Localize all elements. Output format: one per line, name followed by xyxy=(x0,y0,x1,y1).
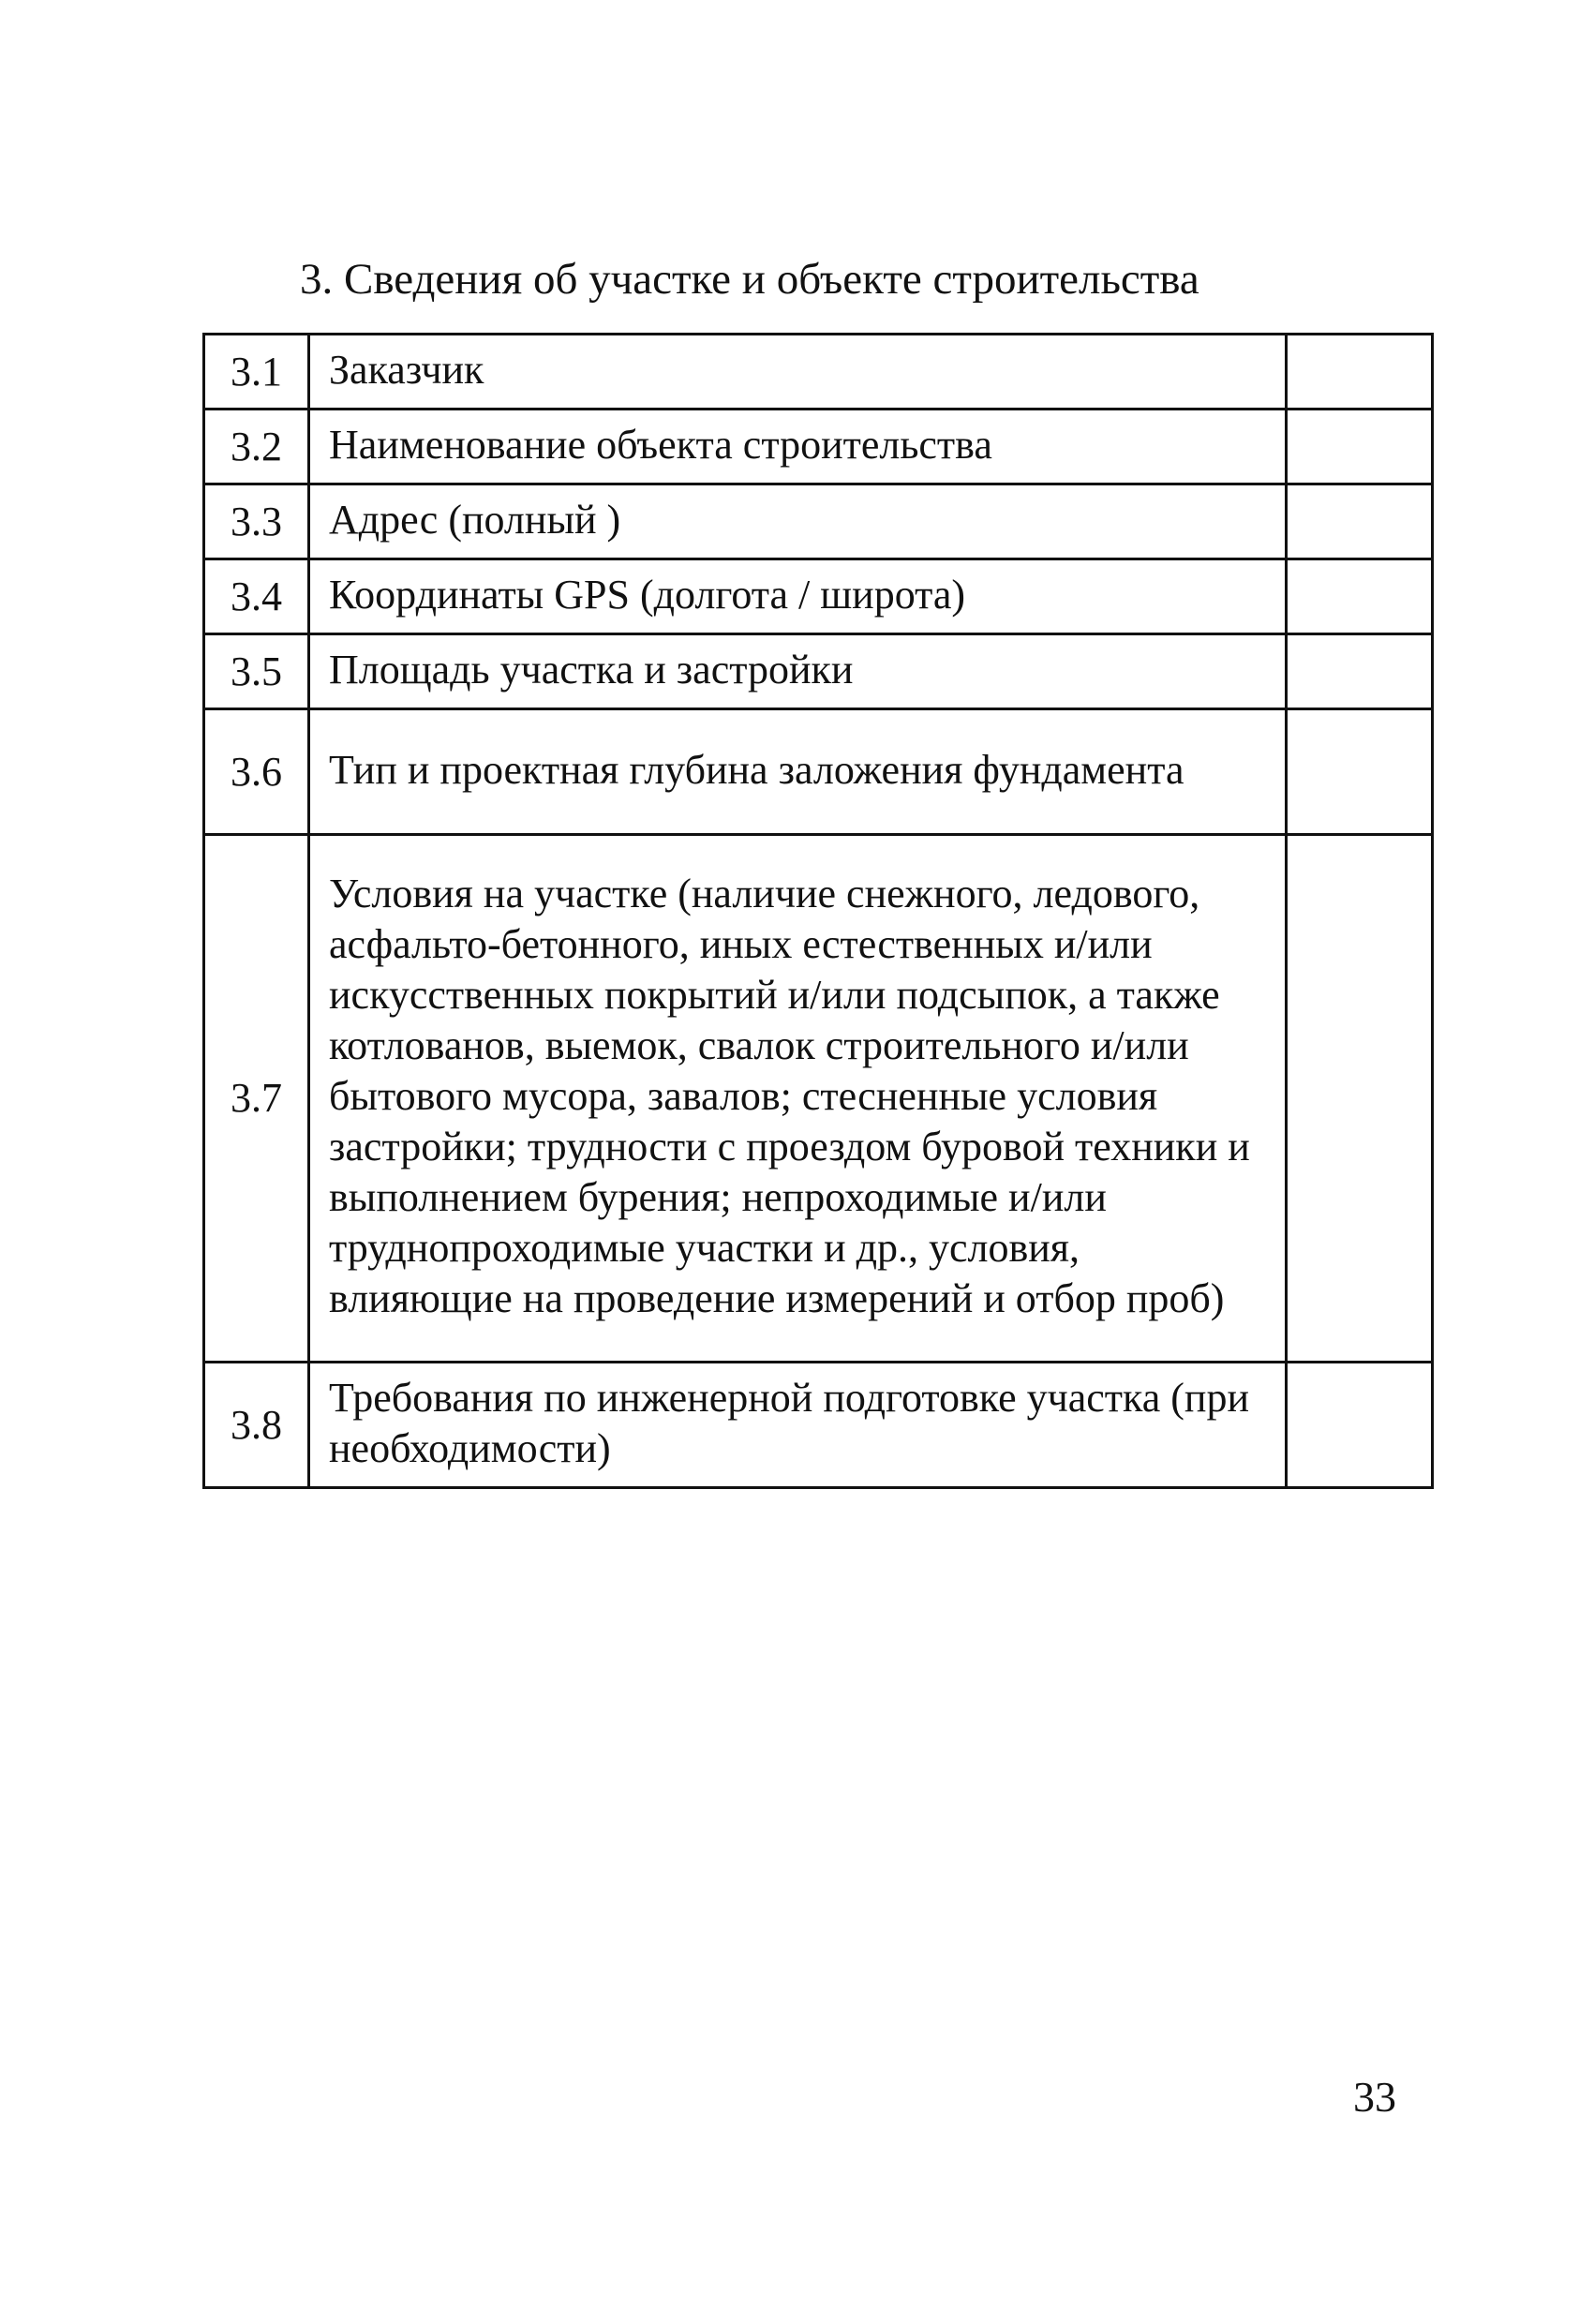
row-label: Требования по инженерной подготовке участка (при необходимости) xyxy=(309,1363,1287,1488)
row-value-cell xyxy=(1287,484,1433,559)
row-label: Площадь участка и застройки xyxy=(309,634,1287,709)
row-label: Условия на участке (наличие снежного, ледового, асфальто-бетонного, иных естественных и/или искусственных покрытий и/или подсыпок, а также котлованов, выемок, свалок строительного и/или бытового мусора, завалов; стесненные условия застройки; трудности с проездом буровой техники и выполнением бурения; непроходимые и/или труднопроходимые участки и др., условия, влияющие на проведение измерений и отбор проб) xyxy=(309,835,1287,1363)
table-row xyxy=(204,634,1433,709)
row-label: Наименование объекта строительства xyxy=(309,410,1287,484)
section-title: 3. Сведения об участке и объекте строительства xyxy=(300,255,1199,304)
row-number: 3.1 xyxy=(204,335,309,410)
row-value-cell xyxy=(1287,709,1433,835)
row-number: 3.2 xyxy=(204,410,309,484)
row-label: Координаты GPS (долгота / широта) xyxy=(309,559,1287,634)
table-row xyxy=(204,484,1433,559)
row-number: 3.6 xyxy=(204,709,309,835)
table-row xyxy=(204,410,1433,484)
row-value-cell xyxy=(1287,559,1433,634)
table-row xyxy=(204,835,1433,1363)
row-number: 3.4 xyxy=(204,559,309,634)
table-row xyxy=(204,1363,1433,1488)
row-number: 3.5 xyxy=(204,634,309,709)
row-label: Заказчик xyxy=(309,335,1287,410)
row-label: Тип и проектная глубина заложения фундамента xyxy=(309,709,1287,835)
row-value-cell xyxy=(1287,410,1433,484)
row-number: 3.7 xyxy=(204,835,309,1363)
row-number: 3.8 xyxy=(204,1363,309,1488)
row-label: Адрес (полный ) xyxy=(309,484,1287,559)
site-info-table xyxy=(202,333,1434,1489)
table-row xyxy=(204,335,1433,410)
row-value-cell xyxy=(1287,1363,1433,1488)
page-number: 33 xyxy=(1353,2073,1396,2121)
table-row xyxy=(204,559,1433,634)
row-value-cell xyxy=(1287,634,1433,709)
row-value-cell xyxy=(1287,835,1433,1363)
row-value-cell xyxy=(1287,335,1433,410)
table-row xyxy=(204,709,1433,835)
row-number: 3.3 xyxy=(204,484,309,559)
